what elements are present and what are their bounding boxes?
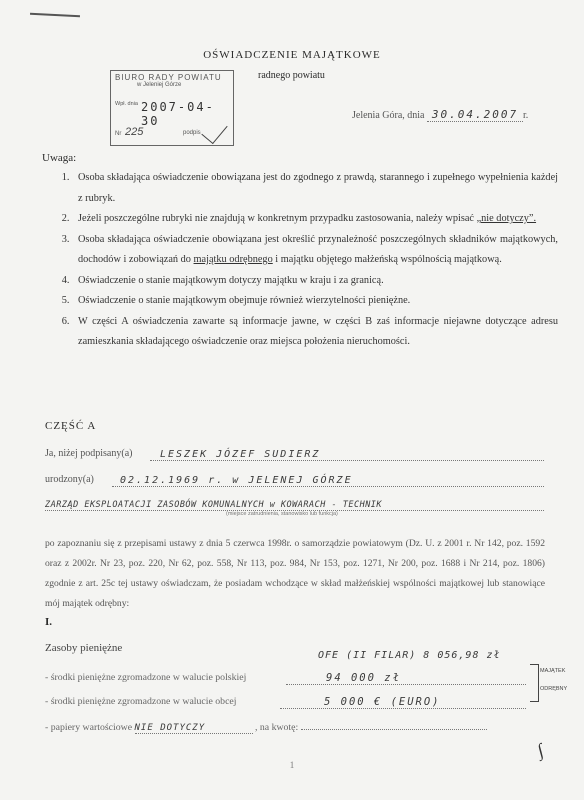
side-note-top: MAJĄTEK — [540, 668, 566, 674]
born-field — [112, 470, 544, 487]
employment-value: ZARZĄD EKSPLOATACJI ZASOBÓW KOMUNALNYCH w KOWARACH - TECHNIK — [45, 500, 383, 510]
stamp-number-value: 225 — [125, 126, 144, 138]
stamp-number-label: Nr — [115, 131, 122, 137]
amount-field — [301, 729, 487, 730]
note-item: 2. Jeżeli poszczególne rubryki nie znajdują w konkretnym przypadku zastosowania, należy wpisać „nie dotyczy”. — [72, 209, 558, 230]
note-item: 4. Oświadczenie o stanie majątkowym dotyczy majątku w kraju i za granicą. — [72, 271, 558, 292]
document-subtitle: radnego powiatu — [258, 70, 325, 81]
document-title: OŚWIADCZENIE MAJĄTKOWE — [203, 49, 381, 61]
section-a-heading: CZĘŚĆ A — [45, 420, 97, 432]
side-note-bottom: ODRĘBNY — [540, 686, 568, 692]
pln-value: 94 000 zł — [326, 672, 401, 684]
note-highlight: „nie dotyczy”. — [476, 213, 537, 224]
name-row — [45, 448, 132, 459]
notes-heading: Uwaga: — [42, 152, 77, 164]
page-number: 1 — [289, 760, 295, 770]
foreign-field — [280, 692, 526, 709]
note-item: 6. W części A oświadczenia zawarte są informacje jawne, w części B zaś informacje niejawne dotyczące adresu zamieszkania składającego oświadczenie oraz miejsca położenia nieruchomości. — [72, 312, 558, 353]
stamp-sign-label: podpis — [183, 130, 201, 136]
notes-list — [58, 168, 558, 353]
note-item: 1. Osoba składająca oświadczenie obowiązana jest do zgodnego z prawdą, starannego i zupełnego wypełnienia każdej z rubryk. — [72, 168, 558, 209]
name-label: Ja, niżej podpisany(a) — [45, 448, 133, 459]
signature-paraph: ∫ — [535, 739, 546, 761]
place-date-line — [352, 108, 528, 122]
born-label: urodzony(a) — [45, 474, 94, 485]
pln-row — [45, 672, 246, 683]
stamp-city: w Jeleniej Górze — [137, 82, 182, 88]
foreign-label: - środki pieniężne zgromadzone w walucie obcej — [45, 696, 237, 707]
securities-label: - papiery wartościowe — [45, 722, 133, 733]
part-one-marker: I. — [45, 616, 53, 628]
pln-label: - środki pieniężne zgromadzone w walucie polskiej — [45, 672, 247, 683]
place-label: Jelenia Góra, dnia — [352, 110, 425, 121]
place-suffix: r. — [522, 110, 529, 121]
foreign-value: 5 000 € (EURO) — [324, 696, 441, 708]
statement-paragraph: po zapoznaniu się z przepisami ustawy z dnia 5 czerwca 1998r. o samorządzie powiatowym (Dz. U. z 2001 r. Nr 142, poz. 1592 oraz z 2002r. Nr 23, poz. 220, Nr 62, poz. 558, Nr 113, poz. 984, Nr 153, poz. 1271, Nr 200, poz. 1688 i Nr 214, poz. 1806) zgodnie z art. 25c tej ustawy oświadczam, że posiadam wchodzące w skład małżeńskiej wspólności majątkowej lub stanowiące mój majątek odrębny: — [45, 538, 545, 609]
name-value: LESZEK JÓZEF SUDIERZ — [160, 449, 321, 460]
brace-mark — [530, 664, 539, 702]
stamp-received-date: 2007-04-30 — [141, 100, 215, 128]
pln-field — [286, 668, 526, 685]
place-date-value: 30.04.2007 — [427, 108, 523, 122]
securities-value: NIE DOTYCZY — [135, 723, 253, 734]
amount-label: , na kwotę: — [254, 722, 299, 733]
name-field — [150, 444, 544, 461]
note-item: 3. Osoba składająca oświadczenie obowiązana jest określić przynależność poszczególnych składników majątkowych, dochodów i zobowiązań do majątku odrębnego i majątku objętego małżeńską wspólnością majątkową. — [72, 230, 558, 271]
stamp-received-label: Wpł. dnia — [115, 101, 138, 107]
born-row — [45, 474, 94, 485]
securities-row — [45, 722, 487, 734]
office-stamp — [110, 70, 234, 146]
assets-heading: Zasoby pieniężne — [45, 642, 123, 654]
ofe-note: OFE (II FILAR) 8 056,98 zł — [318, 650, 501, 661]
note-item: 5. Oświadczenie o stanie majątkowym obejmuje również wierzytelności pieniężne. — [72, 291, 558, 312]
foreign-row — [45, 696, 237, 707]
employment-caption: (miejsce zatrudnienia, stanowisko lub funkcja) — [226, 511, 338, 517]
employment-field — [45, 494, 544, 511]
born-value: 02.12.1969 r. w JELENEJ GÓRZE — [120, 475, 353, 486]
note-highlight: majątku odrębnego — [193, 254, 273, 265]
stamp-office: BIURO RADY POWIATU — [115, 73, 222, 82]
corner-pen-mark — [30, 13, 80, 18]
